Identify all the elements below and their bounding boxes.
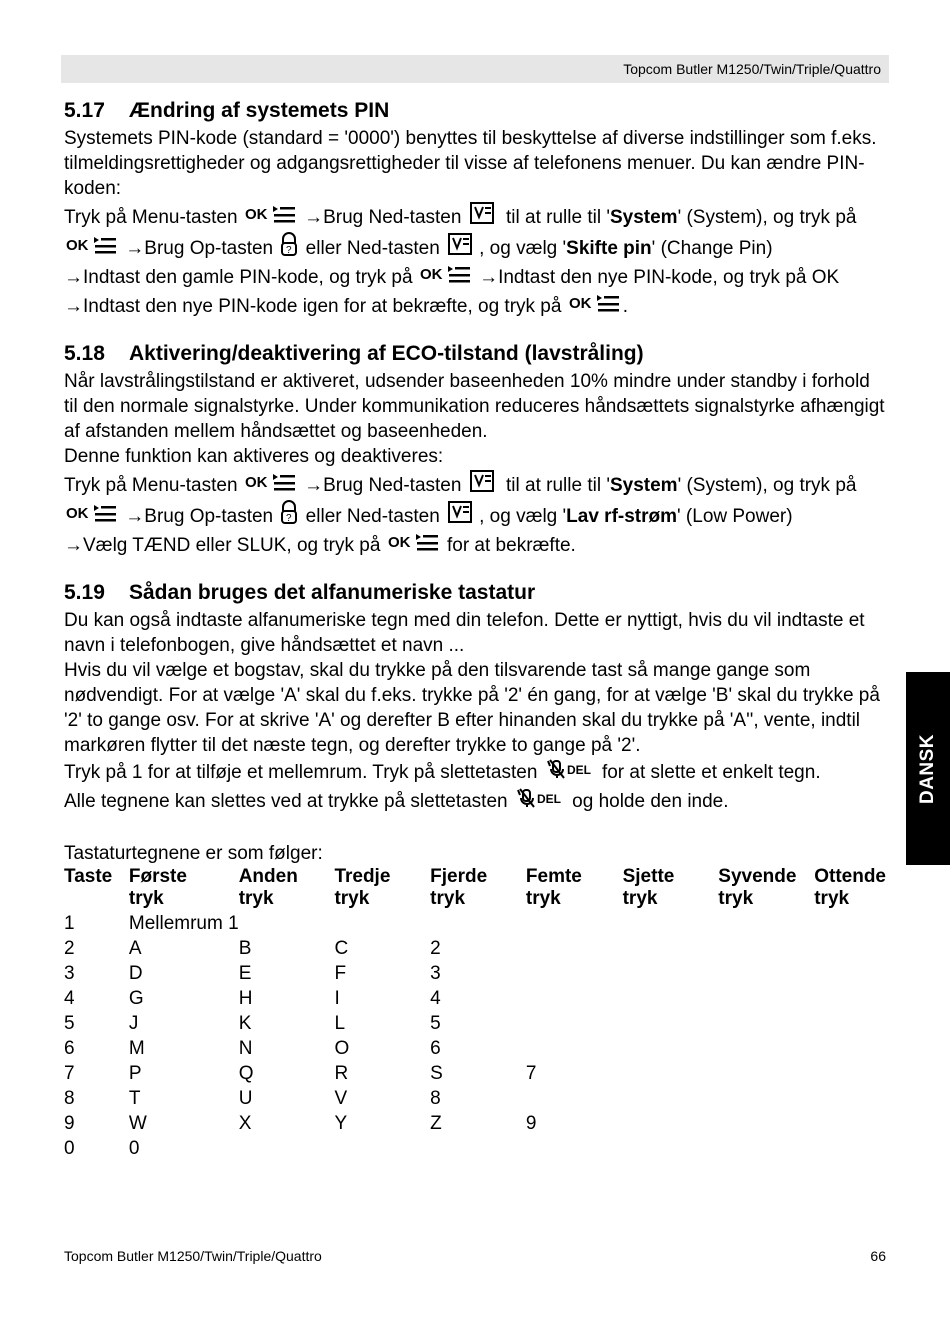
table-cell [718,1063,814,1088]
table-cell [239,913,335,938]
table-cell: 2 [64,938,75,959]
table-cell [814,988,886,1013]
table-header-cell: Første tryk [128,866,187,909]
table-cell: V [334,1088,348,1109]
section-heading-5-17: 5.17 Ændring af systemets PIN [64,99,390,122]
s19-p2: Hvis du vil vælge et bogstav, skal du trykke på den tilsvarende tast så mange gange som nødvendigt. For at vælge 'A' skal du f.eks. trykke på '2' én gang, for at vælge 'B' skal du trykke på '2' to gange osv. For at skrive 'A' og derefter B efter hinanden skal du trykke på 'A'', vente, indtil markøren flytter til det næste tegn, og derefter trykke to gange på '2'. [64,660,880,756]
table-cell [623,1138,719,1163]
table-cell: C [334,938,349,959]
s18-steps: Tryk på Menu-tasten OK →Brug Ned-tasten til at rulle til 'System' (System), og tryk på OK →Brug Op-tasten ? eller Ned-tasten , og vælg 'Lav rf-strøm' (Low Power) →Vælg TÆND eller SLUK, og tryk på OK for at bekræfte. [64,469,886,560]
table-header-cell: Ottende tryk [814,866,886,909]
table-header-cell: Femte tryk [525,866,582,909]
page-header [61,55,889,83]
table-cell [718,938,814,963]
svg-text:OK: OK [419,266,443,283]
svg-text:OK: OK [66,237,89,254]
table-row [64,1038,886,1063]
table-cell [814,1038,886,1063]
table-cell: X [238,1113,252,1134]
svg-text:OK: OK [568,295,592,312]
svg-text:DEL: DEL [566,763,591,777]
table-cell [526,913,623,938]
table-cell [814,938,886,963]
s19-p1: Du kan også indtaste alfanumeriske tegn med din telefon. Dette er nyttigt, hvis du vil indtaste et navn i telefonbogen, give håndsættet et navn ... [64,610,865,656]
table-cell: 5 [430,1013,441,1034]
s18-intro2: Denne funktion kan aktiveres og deaktiveres: [64,446,444,467]
table-header-cell: Sjette tryk [622,866,675,909]
table-cell [718,988,814,1013]
svg-text:?: ? [286,245,292,256]
table-cell: 1 [64,913,75,934]
table-cell: W [128,1113,147,1134]
table-cell: T [128,1088,141,1109]
footer-title: Topcom Butler M1250/Twin/Triple/Quattro [64,1248,322,1264]
table-cell: N [238,1038,253,1059]
del-key-icon [515,787,565,816]
table-cell [814,1138,886,1163]
table-cell: 9 [64,1113,75,1134]
table-cell [526,938,623,963]
s19-p3: Tryk på 1 for at tilføje et mellemrum. Tryk på slettetasten DEL for at slette et enkelt tegn. Alle tegnene kan slettes ved at trykke på slettetasten DEL og holde den inde. [64,758,886,816]
table-cell: R [334,1063,349,1084]
svg-text:OK: OK [387,534,411,551]
table-cell: S [430,1063,443,1084]
table-cell: 3 [430,963,441,984]
table-cell: Y [334,1113,348,1134]
table-cell [334,913,430,938]
table-cell: 5 [64,1013,75,1034]
table-cell [814,1113,886,1138]
table-cell [814,913,886,938]
page-content [64,96,886,1163]
language-tab: DANSK [906,672,950,865]
page-footer [64,1248,886,1264]
table-cell [623,963,719,988]
table-row [64,938,886,963]
up-key-icon [280,500,298,531]
s17-intro: Systemets PIN-kode (standard = '0000') benyttes til beskyttelse af diverse indstillinger som f.eks. tilmeldingsrettigheder og adgangsrettigheder til visse af telefonens menuer. Du kan ændre PIN-koden: [64,128,877,199]
table-row [64,1138,886,1163]
table-cell: F [334,963,347,984]
table-cell: 6 [64,1038,75,1059]
table-cell: D [128,963,143,984]
table-cell: 0 [64,1138,75,1159]
ok-menu-icon [420,263,472,292]
table-cell: E [238,963,252,984]
table-cell: Mellemrum 1 [128,913,239,934]
table-cell [718,963,814,988]
del-key-icon [545,758,595,787]
table-cell [814,1013,886,1038]
table-header-cell: Fjerde tryk [430,866,488,909]
s17-steps: Tryk på Menu-tasten OK →Brug Ned-tasten til at rulle til 'System' (System), og tryk på OK →Brug Op-tasten ? eller Ned-tasten , og vælg 'Skifte pin' (Change Pin) →Indtast den gamle PIN-kode, og tryk på OK →Indtast den nye PIN-kode, og tryk på OK →Indtast den nye PIN-kode igen for at bekræfte, og tryk på OK . [64,201,886,321]
table-cell: B [238,938,252,959]
table-cell [526,1088,623,1113]
table-cell [718,913,814,938]
table-cell: 4 [430,988,441,1009]
table-cell: U [238,1088,253,1109]
table-cell: 4 [64,988,75,1009]
table-cell [526,988,623,1013]
table-cell [623,1038,719,1063]
table-cell: A [128,938,142,959]
ok-menu-icon [66,234,118,263]
ok-menu-icon [245,471,297,500]
table-cell: 7 [525,1063,537,1084]
down-key-icon [469,201,499,232]
table-row [64,1063,886,1088]
table-cell [526,963,623,988]
table-row [64,1088,886,1113]
section-heading-5-18: 5.18 Aktivering/deaktivering af ECO-tilstand (lavstråling) [64,342,644,365]
table-header-cell: Taste [64,866,113,887]
table-cell: 0 [128,1138,140,1159]
table-cell [718,1088,814,1113]
svg-text:OK: OK [244,474,268,491]
ok-menu-icon [569,292,621,321]
table-cell: G [128,988,144,1009]
table-row [64,1013,886,1038]
table-cell [430,913,526,938]
table-header-cell: Tredje tryk [334,866,391,909]
s18-intro: Når lavstrålingstilstand er aktiveret, udsender baseenheden 10% mindre under standby i forhold til den normale signalstyrke. Under kommunikation reduceres håndsættets signalstyrke afhængigt af afstanden mellem håndsættet og baseenheden. [64,371,885,442]
table-cell [814,963,886,988]
ok-menu-icon [245,203,297,232]
svg-text:DEL: DEL [536,792,561,806]
table-header-cell: Anden tryk [238,866,298,909]
table-cell [526,1038,623,1063]
table-cell [814,1088,886,1113]
table-cell [623,913,719,938]
table-cell [526,1138,623,1163]
ok-menu-icon [388,531,440,560]
table-caption: Tastaturtegnene er som følger: [64,843,323,864]
table-cell: M [128,1038,145,1059]
table-cell: K [238,1013,252,1034]
table-cell: 8 [430,1088,441,1109]
table-cell: 2 [430,938,441,959]
table-row [64,1113,886,1138]
table-cell: J [128,1013,139,1034]
table-cell: 7 [64,1063,75,1084]
table-cell [718,1113,814,1138]
table-cell [623,988,719,1013]
table-cell [623,1063,719,1088]
svg-text:OK: OK [66,505,89,522]
down-key-icon [447,232,477,263]
header-title: Topcom Butler M1250/Twin/Triple/Quattro [623,61,881,77]
table-cell: Z [430,1113,442,1134]
table-cell [430,1138,526,1163]
ok-menu-icon [66,502,118,531]
table-row [64,913,886,938]
up-key-icon [280,232,298,263]
table-cell: Q [238,1063,254,1084]
table-cell [623,938,719,963]
table-cell: H [238,988,253,1009]
table-cell [623,1088,719,1113]
table-cell [718,1138,814,1163]
section-heading-5-19: 5.19 Sådan bruges det alfanumeriske tastatur [64,581,536,604]
table-cell [814,1063,886,1088]
table-cell [239,1138,335,1163]
down-key-icon [469,469,499,500]
table-row [64,988,886,1013]
table-row [64,963,886,988]
table-cell: L [334,1013,346,1034]
table-cell [718,1013,814,1038]
table-cell: I [334,988,340,1009]
table-cell [718,1038,814,1063]
table-cell [334,1138,430,1163]
table-cell: 3 [64,963,75,984]
table-cell [623,1113,719,1138]
down-key-icon [447,500,477,531]
table-cell: 6 [430,1038,441,1059]
table-cell: 8 [64,1088,75,1109]
table-cell: O [334,1038,350,1059]
svg-text:OK: OK [244,206,268,223]
table-cell [526,1013,623,1038]
table-cell: P [128,1063,142,1084]
table-cell: 9 [525,1113,537,1134]
page-number: 66 [870,1248,886,1264]
keypad-table [64,866,886,1163]
svg-text:?: ? [286,513,292,524]
table-cell [623,1013,719,1038]
table-header-cell: Syvende tryk [718,866,797,909]
